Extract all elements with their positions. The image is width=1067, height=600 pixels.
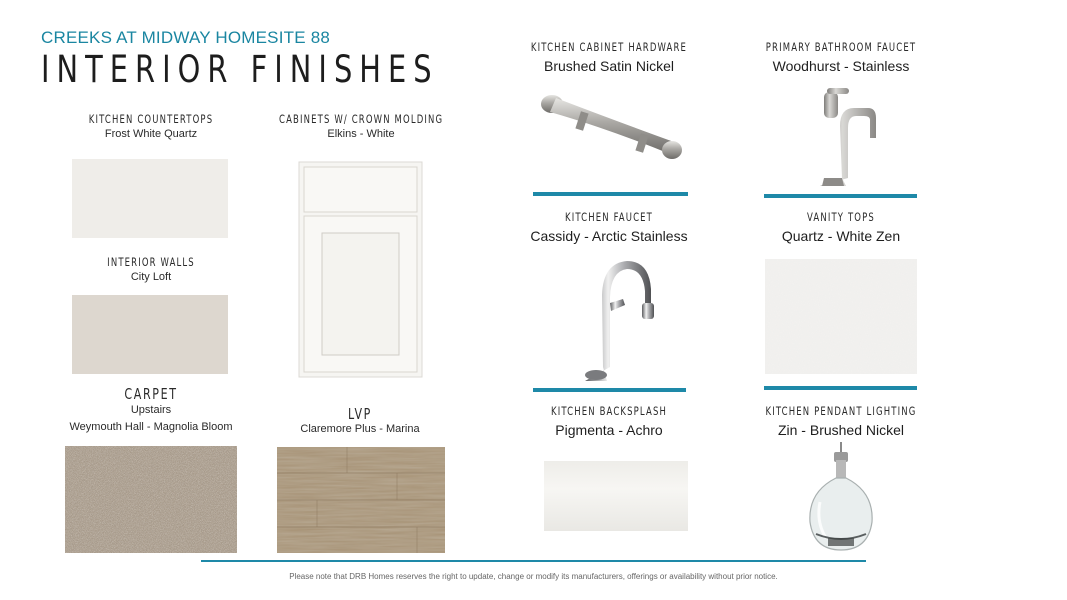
hardware-value: Brushed Satin Nickel xyxy=(544,58,674,74)
vanity-value: Quartz - White Zen xyxy=(781,228,901,244)
kitchen-faucet-image xyxy=(575,255,660,383)
footer-disclaimer: Please note that DRB Homes reserves the right to update, change or modify its manufacturers, offerings or availability without prior notice. xyxy=(289,572,778,581)
vanity-divider xyxy=(764,386,917,390)
countertops-value: Frost White Quartz xyxy=(104,128,198,140)
pendant-image xyxy=(806,442,876,552)
pendant-light-icon xyxy=(806,442,876,552)
vanity-label: VANITY TOPS xyxy=(807,210,875,224)
project-subtitle: CREEKS AT MIDWAY HOMESITE 88 xyxy=(41,28,330,47)
countertops-label: KITCHEN COUNTERTOPS xyxy=(88,112,214,126)
backsplash-swatch xyxy=(544,461,688,531)
kitchen-faucet-value: Cassidy - Arctic Stainless xyxy=(530,228,688,244)
bath-faucet-value: Woodhurst - Stainless xyxy=(772,58,910,74)
bath-faucet-icon xyxy=(810,86,880,188)
hardware-label: KITCHEN CABINET HARDWARE xyxy=(530,40,688,54)
page-title: INTERIOR FINISHES xyxy=(41,48,439,91)
lvp-wood-texture xyxy=(277,447,445,553)
pendant-label: KITCHEN PENDANT LIGHTING xyxy=(765,404,917,418)
cabinets-label: CABINETS W/ CROWN MOLDING xyxy=(279,112,444,126)
countertops-texture xyxy=(72,159,228,238)
cabinet-pull-image xyxy=(538,88,686,168)
walls-label: INTERIOR WALLS xyxy=(107,255,195,269)
footer-divider xyxy=(201,560,866,562)
carpet-value-area: Upstairs xyxy=(130,404,172,416)
kitchen-faucet-icon xyxy=(575,255,660,383)
backsplash-label: KITCHEN BACKSPLASH xyxy=(550,404,668,418)
lvp-label: LVP xyxy=(348,405,372,423)
vanity-swatch xyxy=(765,259,917,374)
bath-faucet-image xyxy=(810,86,880,188)
cabinet-door-image xyxy=(298,161,423,378)
cabinets-value: Elkins - White xyxy=(327,128,395,140)
vanity-texture xyxy=(765,259,917,374)
lvp-value: Claremore Plus - Marina xyxy=(300,423,420,435)
hardware-divider xyxy=(533,192,688,196)
bath-faucet-divider xyxy=(764,194,917,198)
carpet-swatch xyxy=(65,446,237,553)
kitchen-faucet-divider xyxy=(533,388,686,392)
backsplash-value: Pigmenta - Achro xyxy=(555,422,663,438)
carpet-value-name: Weymouth Hall - Magnolia Bloom xyxy=(69,421,233,433)
walls-value: City Loft xyxy=(130,271,172,283)
carpet-label: CARPET xyxy=(124,385,178,403)
kitchen-faucet-label: KITCHEN FAUCET xyxy=(565,210,653,224)
lvp-swatch xyxy=(277,447,445,553)
bath-faucet-label: PRIMARY BATHROOM FAUCET xyxy=(765,40,917,54)
pendant-value: Zin - Brushed Nickel xyxy=(777,422,905,438)
cabinet-pull-icon xyxy=(538,88,686,168)
cabinet-door-drawing xyxy=(298,161,423,378)
countertops-swatch xyxy=(72,159,228,238)
carpet-texture xyxy=(65,446,237,553)
walls-swatch xyxy=(72,295,228,374)
